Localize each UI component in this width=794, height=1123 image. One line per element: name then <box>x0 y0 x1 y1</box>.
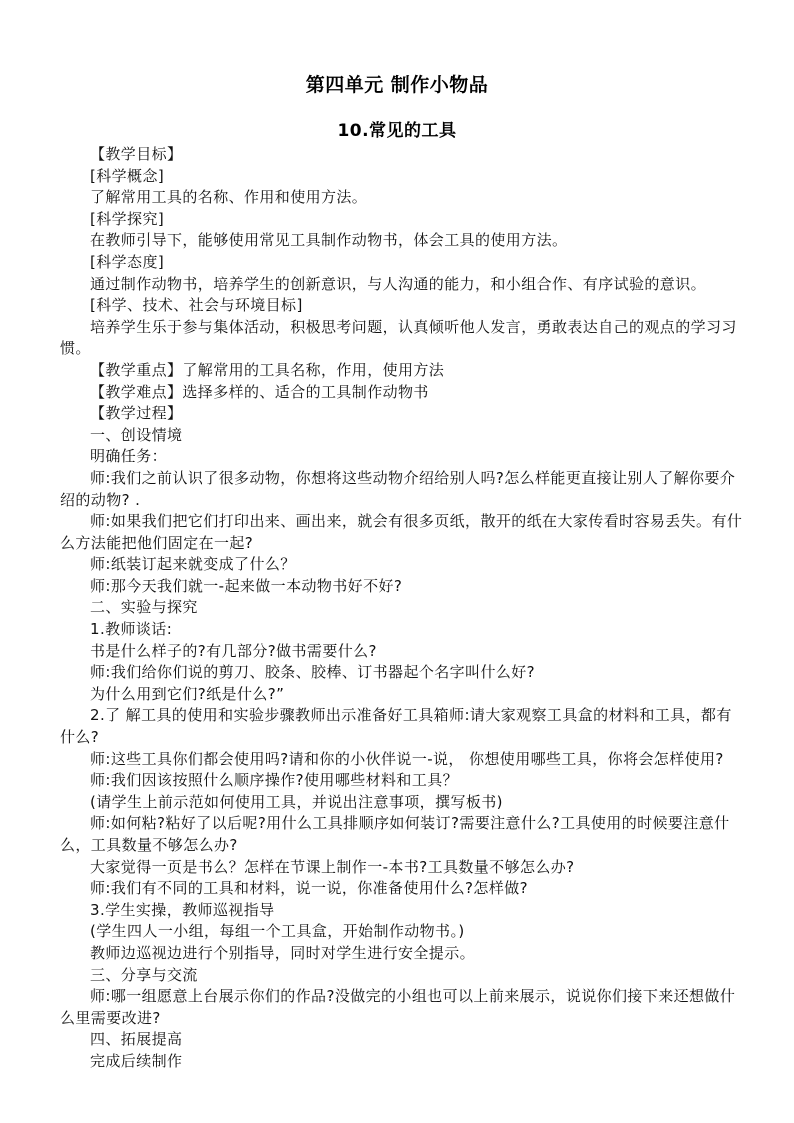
text-line: 【教学过程】 <box>90 404 183 423</box>
text-line: 师:哪一组愿意上台展示你们的作品?没做完的小组也可以上前来展示，说说你们接下来还想做什么里需要改进? <box>60 987 736 1027</box>
lesson-title: 10.常见的工具 <box>337 121 457 141</box>
text-line: 明确任务： <box>90 447 168 466</box>
text-line: 三、分享与交流 <box>90 965 198 984</box>
text-line: [科学探究] <box>90 209 165 228</box>
text-line: (学生四人一小组，每组一个工具盒，开始制作动物书。) <box>90 922 465 941</box>
text-line: [科学概念] <box>90 166 165 185</box>
text-line: 师:这些工具你们都会使用吗?请和你的小伙伴说一-说， 你想使用哪些工具，你将会怎样使用? <box>90 749 724 768</box>
text-line: 【教学重点】了解常用的工具名称，作用，使用方法 <box>90 360 445 379</box>
text-line: 一、创设情境 <box>90 425 183 444</box>
text-line: 师:我们之前认识了很多动物，你想将这些动物介绍给别人吗?怎么样能更直接让别人了解你要介绍的动物? . <box>60 468 736 509</box>
unit-title: 第四单元 制作小物品 <box>305 74 489 96</box>
text-line: 师:我们有不同的工具和材料，说一说，你准备使用什么?怎样做? <box>90 879 528 898</box>
text-line: 师:纸装订起来就变成了什么？ <box>90 555 296 574</box>
text-line: 3.学生实操，教师巡视指导 <box>90 900 275 919</box>
text-line: [科学态度] <box>90 252 165 271</box>
text-line: [科学、技术、社会与环境目标] <box>90 296 303 315</box>
text-line: 师:如何粘?粘好了以后呢?用什么工具排顺序如何装订?需要注意什么?工具使用的时候要注意什么，工具数量不够怎么办? <box>60 814 730 854</box>
text-line: 师:我们因该按照什么顺序操作?使用哪些材料和工具？ <box>90 771 459 790</box>
text-line: 二、实验与探究 <box>90 598 198 617</box>
text-line: 在教师引导下，能够使用常见工具制作动物书，体会工具的使用方法。 <box>90 231 568 250</box>
text-line: 教师边巡视边进行个别指导，同时对学生进行安全提示。 <box>90 943 476 962</box>
text-line: 2.了 解工具的使用和实验步骤教师出示准备好工具箱师:请大家观察工具盒的材料和工具，都有什么? <box>60 706 732 747</box>
text-line: 师:那今天我们就一-起来做一本动物书好不好? <box>90 576 403 595</box>
text-line: 书是什么样子的?有几部分?做书需要什么? <box>90 641 377 660</box>
text-line: 师:如果我们把它们打印出来、画出来，就会有很多页纸，散开的纸在大家传看时容易丢失。有什么方法能把他们固定在一起? <box>60 512 743 552</box>
text-line: 为什么用到它们?纸是什么?” <box>90 684 285 703</box>
text-line: 了解常用工具的名称、作用和使用方法。 <box>90 188 368 207</box>
lesson-plan-body <box>60 144 746 1073</box>
text-line: 【教学目标】 <box>90 145 183 163</box>
text-line: 四、拓展提高 <box>90 1030 183 1049</box>
text-line: 1.教师谈话: <box>90 620 173 639</box>
text-line: 通过制作动物书，培养学生的创新意识，与人沟通的能力，和小组合作、有序试验的意识。 <box>90 274 707 293</box>
text-line: 【教学难点】选择多样的、适合的工具制作动物书 <box>90 382 429 401</box>
text-line: (请学生上前示范如何使用工具，并说出注意事项，撰写板书) <box>90 792 503 811</box>
text-line: 完成后续制作 <box>90 1051 183 1070</box>
text-line: 师:我们给你们说的剪刀、胶条、胶棒、订书器起个名字叫什么好? <box>90 663 536 682</box>
text-line: 培养学生乐于参与集体活动，积极思考问题，认真倾听他人发言，勇敢表达自己的观点的学习习惯。 <box>60 317 737 358</box>
text-line: 大家觉得一页是书么？怎样在节课上制作一-本书?工具数量不够怎么办? <box>90 857 575 876</box>
